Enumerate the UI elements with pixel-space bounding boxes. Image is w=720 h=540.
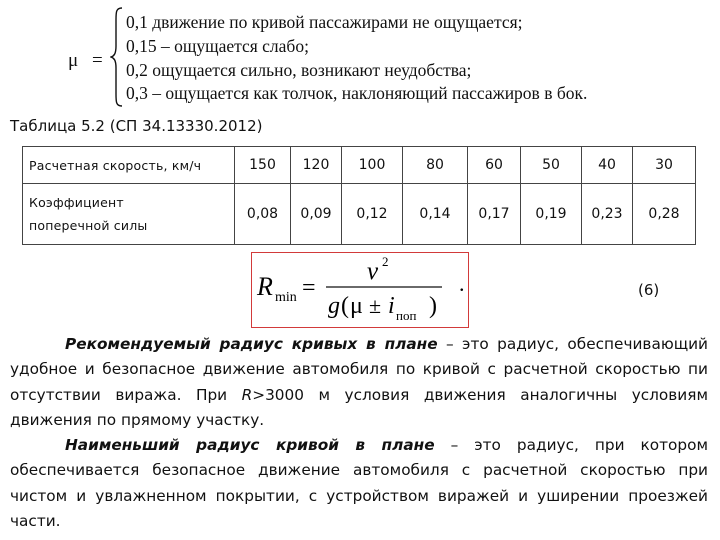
coefficient-table [22, 146, 696, 245]
mu-equals-sign: = [92, 50, 103, 71]
paragraph-recommended-radius [10, 332, 708, 434]
table-cell-coefficient: 0,17 [468, 184, 521, 245]
table-cell-coefficient: 0,09 [291, 184, 342, 245]
table-caption: Таблица 5.2 (СП 34.13330.2012) [10, 117, 263, 135]
paragraph-minimum-radius [10, 433, 708, 535]
table-cell-speed: 100 [342, 147, 403, 184]
trailing-dot: . [459, 271, 465, 296]
row-label-coefficient-line2: поперечной силы [29, 218, 148, 233]
plus-minus-sign: ± [369, 293, 382, 318]
table-cell-speed: 80 [403, 147, 468, 184]
table-cell-coefficient: 0,28 [633, 184, 696, 245]
r-subscript-min: min [275, 290, 297, 305]
table-cell-speed: 60 [468, 147, 521, 184]
gravity-symbol: g [328, 293, 340, 319]
r-min-formula [252, 253, 467, 326]
r-equals-sign: = [302, 275, 316, 301]
r-min-formula-box [251, 252, 469, 328]
table-cell-coefficient: 0,12 [342, 184, 403, 245]
table-cell-speed: 40 [582, 147, 633, 184]
table-cell-speed: 150 [235, 147, 291, 184]
velocity-exponent: 2 [382, 254, 389, 269]
equation-number: (6) [638, 281, 660, 299]
term-recommended-radius: Рекомендуемый радиус кривых в плане [65, 335, 438, 353]
table-cell-coefficient: 0,08 [235, 184, 291, 245]
mu-case-4: 0,3 – ощущается как толчок, наклоняющий пассажиров в бок. [126, 83, 588, 103]
mu-symbol: μ [68, 50, 79, 71]
row-label-speed: Расчетная скорость, км/ч [23, 147, 235, 184]
row-label-coefficient-line1: Коэффициент [29, 195, 124, 210]
table-cell-coefficient: 0,19 [521, 184, 582, 245]
mu-case-1: 0,1 движение по кривой пассажирами не ощущается; [126, 12, 523, 32]
velocity-symbol: v [367, 258, 379, 285]
row-label-coefficient [23, 184, 235, 245]
paragraph-text: >3000 м условия движения аналогичны условиям движения по прямому участку. [10, 385, 708, 430]
table-cell-speed: 50 [521, 147, 582, 184]
table-row-speed [23, 147, 696, 184]
mu-case-3: 0,2 ощущается сильно, возникают неудобства; [126, 60, 472, 80]
slope-subscript: поп [396, 308, 417, 323]
open-paren: ( [341, 293, 349, 319]
mu-case-2: 0,15 – ощущается слабо; [126, 36, 309, 56]
close-paren: ) [429, 293, 437, 319]
slope-symbol: i [388, 293, 395, 319]
table-row-coefficient [23, 184, 696, 245]
mu-symbol-denominator: μ [350, 293, 363, 319]
mu-piecewise-formula [0, 0, 720, 108]
paragraph-text: – это радиус, обеспечивающий удобное и безопасное движение автомобиля по кривой с расчетной скоростью пи отсутствии виража. При [10, 335, 708, 404]
table-cell-speed: 30 [633, 147, 696, 184]
table-cell-coefficient: 0,23 [582, 184, 633, 245]
table-cell-speed: 120 [291, 147, 342, 184]
left-brace-icon [110, 6, 124, 108]
table-cell-coefficient: 0,14 [403, 184, 468, 245]
radius-variable: R [241, 385, 253, 404]
paragraph-text: – это радиус, при котором обеспечивается безопасное движение автомобиля с расчетной скоростью при чистом и увлажненном покрытии, с устройством виражей и уширении проезжей части. [10, 436, 708, 531]
r-symbol: R [257, 272, 273, 301]
term-minimum-radius: Наименьший радиус кривой в плане [65, 436, 435, 454]
